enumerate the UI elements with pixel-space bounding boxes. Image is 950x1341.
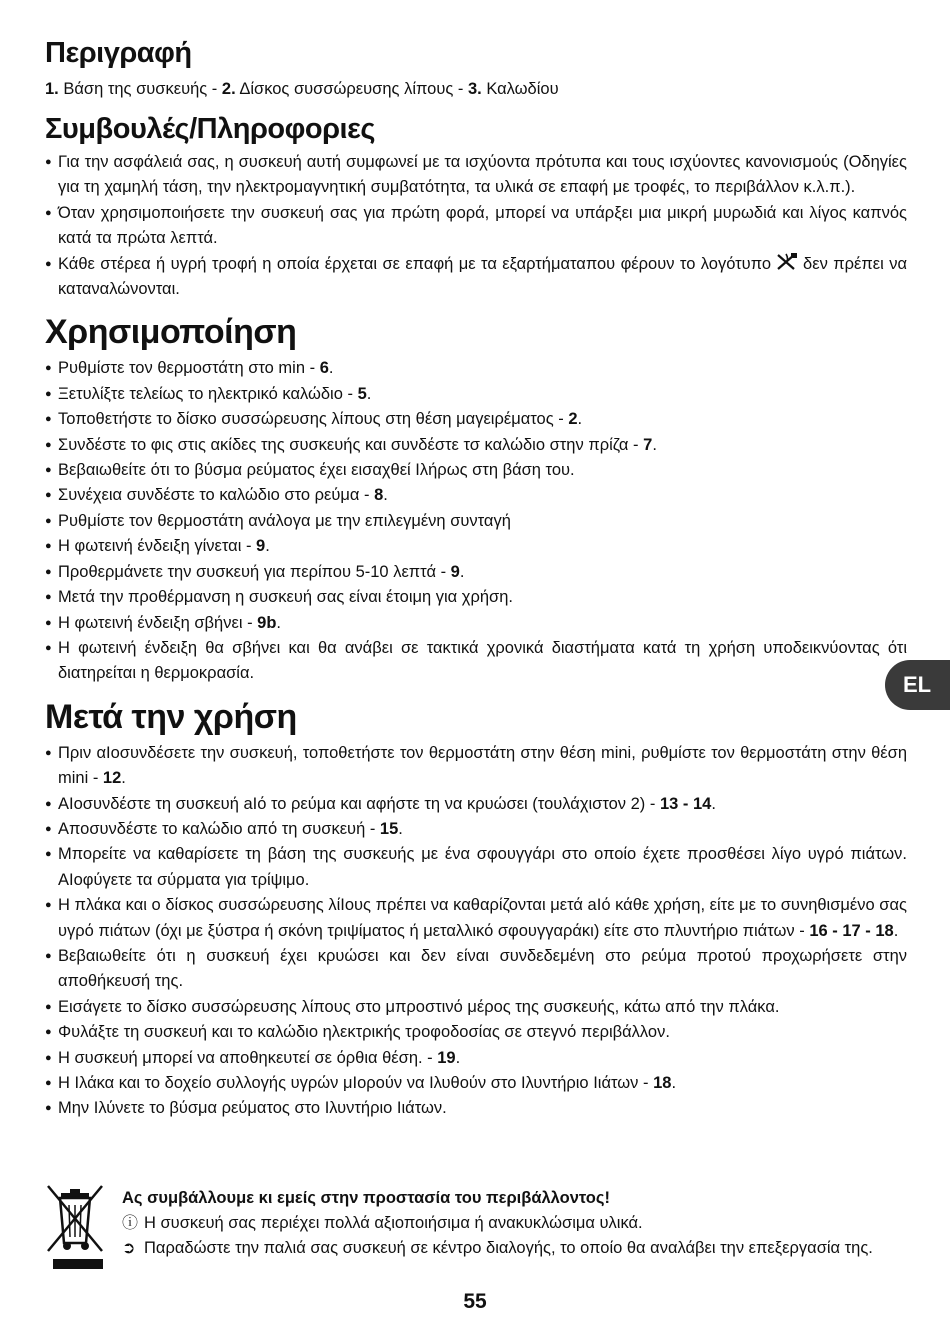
list-item-text: Αποσυνδέστε το καλώδιο από τη συσκευή - — [58, 819, 380, 838]
list-item-text: Προθερμάνετε την συσκευή για περίπου 5-10 λεπτά - — [58, 562, 451, 581]
part-text-1: Βάση της συσκευής - — [58, 80, 222, 98]
section-title-symvoules: Συμβουλές/Πληροφοριες — [45, 113, 375, 145]
list-item — [45, 252, 907, 303]
list-item-text: Εισάγετε το δίσκο συσσώρευσης λίπους στο μπροστινό μέρος της συσκευής, κάτω από την πλάκα. — [58, 997, 780, 1016]
list-item — [45, 382, 907, 407]
list-item-text: Βεβαιωθείτε ότι το βύσμα ρεύματος έχει εισαχθεί Ιλήρως στη βάση του. — [58, 461, 575, 480]
tip-text-1: Για την ασφάλειά σας, η συσκευή αυτή συμφωνεί με τα ισχύοντα πρότυπα και τους ισχύοντες κανονισμούς (Οδηγίες για τη χαμηλή τάση, την ηλεκτρομαγνητική συμβατότητα, τα υλικά σε επαφή με τροφές, το περιβάλλον κ.λ.π.). — [58, 153, 907, 197]
list-item — [45, 483, 907, 508]
environment-line-2 — [122, 1236, 907, 1261]
part-text-2: Δίσκος συσσώρευσης λίπους - — [235, 80, 468, 98]
list-item — [45, 1020, 907, 1045]
language-tab: EL — [885, 660, 950, 710]
list-item-end: . — [459, 562, 465, 581]
list-item-end: . — [455, 1048, 461, 1067]
list-item-end: . — [711, 794, 716, 813]
list-item — [45, 636, 907, 687]
no-food-contact-icon — [774, 252, 800, 272]
list-item — [45, 1071, 907, 1096]
list-item — [45, 842, 907, 893]
list-item-text: Ρυθμίστε τον θερμοστάτη ανάλογα με την επιλεγμένη συνταγή — [58, 511, 511, 530]
tip-text-3a: Κάθε στέρεα ή υγρή τροφή η οποία έρχεται σε επαφή με τα εξαρτήματαπου φέρουν το λογότυπο — [58, 254, 772, 273]
list-item-end: . — [366, 384, 372, 403]
figure-reference: 15 — [379, 819, 399, 838]
list-item-text: Συνέχεια συνδέστε το καλώδιο στο ρεύμα - — [58, 486, 375, 505]
figure-reference: 9b — [257, 613, 277, 632]
part-number-2: 2. — [221, 80, 236, 98]
list-item — [45, 741, 907, 792]
list-item-text: Η φωτεινή ένδειξη γίνεται - — [58, 537, 257, 556]
list-item-text: Μετά την προθέρμανση η συσκευή σας είναι έτοιμη για χρήση. — [58, 588, 513, 607]
list-item — [45, 150, 907, 201]
list-item-end: . — [265, 537, 270, 556]
list-item — [45, 585, 907, 610]
list-item-end: . — [577, 410, 583, 429]
list-item — [45, 201, 907, 252]
list-item — [45, 458, 907, 483]
list-item-end: . — [893, 921, 899, 940]
figure-reference: 18 — [653, 1074, 672, 1092]
list-item — [45, 944, 907, 995]
arrow-right-icon: ➲ — [122, 1240, 136, 1257]
list-item-text: Η συσκευή μπορεί να αποθηκευτεί σε όρθια θέση. - — [58, 1048, 438, 1067]
list-item — [45, 1046, 907, 1071]
list-item-text: AIοσυνδέστε τη συσκευή aIό το ρεύμα και αφήστε τη να κρυώσει (τουλάχιστον 2) - — [58, 794, 660, 813]
list-item — [45, 893, 907, 944]
page-content — [45, 36, 907, 1132]
list-item-text: Ξετυλίξτε τελείως το ηλεκτρικό καλώδιο - — [58, 384, 358, 403]
list-item-text: Βεβαιωθείτε ότι η συσκευή έχει κρυώσει και δεν είναι συνδεδεμένη στο ρεύμα προτού προχωρήσετε στην αποθήκευσή της. — [58, 946, 907, 991]
list-item — [45, 407, 907, 432]
list-item — [45, 509, 907, 534]
list-item — [45, 611, 907, 636]
tips-list — [45, 150, 907, 302]
description-line — [45, 78, 907, 100]
environment-text-2: Παραδώστε την παλιά σας συσκευή σε κέντρο διαλογής, το οποίο θα αναλάβει την επεξεργασία της. — [144, 1239, 873, 1257]
list-item-end: . — [398, 819, 403, 838]
usage-list — [45, 356, 907, 686]
list-item — [45, 792, 907, 817]
section-title-xrisi: Χρησιμοποίηση — [45, 313, 297, 352]
list-item-end: . — [276, 613, 282, 632]
figure-reference: 5 — [357, 384, 367, 403]
figure-reference: 2 — [568, 410, 578, 429]
environment-notice — [122, 1186, 907, 1261]
list-item — [45, 995, 907, 1020]
list-item — [45, 534, 907, 559]
tip-text-3b: δεν πρέπει να καταναλώνονται. — [58, 254, 907, 299]
page-number: 55 — [463, 1290, 487, 1313]
section-title-perigrafi: Περιγραφή — [45, 37, 192, 69]
list-item-end: . — [671, 1074, 677, 1092]
list-item-text: Μην Ιλύνετε το βύσμα ρεύματος στο Ιλυντήριο Ιιάτων. — [58, 1099, 447, 1118]
after-use-list — [45, 741, 907, 1122]
list-item-end: . — [652, 435, 657, 454]
list-item — [45, 560, 907, 585]
list-item-text: Η φωτεινή ένδειξη θα σβήνει και θα ανάβει σε τακτικά χρονικά διαστήματα κατά τη χρήση υποδεικνύοντας ότι διατηρείται η θερμοκρασία. — [58, 638, 907, 683]
figure-reference: 13 - 14 — [659, 794, 712, 813]
section-title-meta: Μετά την χρήση — [45, 697, 297, 736]
figure-reference: 19 — [437, 1048, 456, 1067]
list-item-text: Η πλάκα και ο δίσκος συσσώρευσης λίIους πρέπει να καθαρίζονται μετά aIό κάθε χρήση, είτε με το συνηθισμένο σας υγρό πιάτων (όχι με ξύστρα ή σκόνη τριψίματος ή μεταλλικό σφουγγαράκι) είτε στο πλυντήριο πιάτων - — [58, 896, 907, 940]
list-item — [45, 817, 907, 842]
weee-bin-icon — [45, 1183, 105, 1273]
list-item-text: Μπορείτε να καθαρίσετε τη βάση της συσκευής με ένα σφουγγάρι στο οποίο έχετε προσθέσει λίγο υγρό πιάτων. AIοφύγετε τα σύρματα για τρίψιμο. — [58, 845, 907, 889]
part-number-3: 3. — [467, 80, 482, 98]
list-item — [45, 433, 907, 458]
environment-text-1: Η συσκευή σας περιέχει πολλά αξιοποιήσιμα ή ανακυκλώσιμα υλικά. — [144, 1214, 643, 1232]
tip-text-2: Όταν χρησιμοποιήσετε την συσκευή σας για πρώτη φορά, μπορεί να υπάρξει μια μικρή μυρωδιά και λίγος καπνός κατά τα πρώτα λεπτά. — [58, 203, 907, 248]
part-number-1: 1. — [45, 80, 59, 98]
list-item-end: . — [328, 359, 334, 378]
list-item — [45, 1096, 907, 1121]
list-item — [45, 356, 907, 381]
list-item-end: . — [383, 486, 388, 505]
list-item-text: Τοποθετήστε το δίσκο συσσώρευσης λίπους στη θέση μαγειρέματος - — [58, 410, 569, 429]
part-text-3: Καλωδίου — [481, 80, 559, 98]
list-item-text: Η Ιλάκα και το δοχείο συλλογής υγρών μIορούν να Ιλυθούν στο Ιλυντήριο Ιιάτων - — [58, 1074, 654, 1092]
figure-reference: 6 — [319, 359, 329, 378]
list-item-text: Φυλάξτε τη συσκευή και το καλώδιο ηλεκτρικής τροφοδοσίας σε στεγνό περιβάλλον. — [58, 1023, 670, 1042]
environment-line-1 — [122, 1211, 907, 1236]
figure-reference: 12 — [102, 769, 122, 788]
list-item-text: Συνδέστε το φις στις ακίδες της συσκευής και συνδέστε τσ καλώδιο στην πρίζα - — [58, 435, 644, 454]
list-item-text: Πριν αIοσυνδέσετε την συσκευή, τοποθετήστε τον θερμοστάτη στην θέση mini, ρυθμίστε τον θερμοστάτη στην θέση mini - — [58, 743, 907, 788]
list-item-text: Η φωτεινή ένδειξη σβήνει - — [58, 613, 258, 632]
figure-reference: 16 - 17 - 18 — [809, 921, 894, 940]
figure-reference: 7 — [643, 435, 653, 454]
environment-title: Ας συμβάλλουμε κι εμείς στην προστασία του περιβάλλοντος! — [122, 1189, 610, 1207]
list-item-end: . — [121, 769, 126, 788]
figure-reference: 9 — [450, 562, 460, 581]
list-item-text: Ρυθμίστε τον θερμοστάτη στο min - — [58, 359, 320, 378]
figure-reference: 9 — [256, 537, 266, 556]
figure-reference: 8 — [374, 486, 384, 505]
info-circle-icon: ⓘ — [122, 1215, 139, 1232]
